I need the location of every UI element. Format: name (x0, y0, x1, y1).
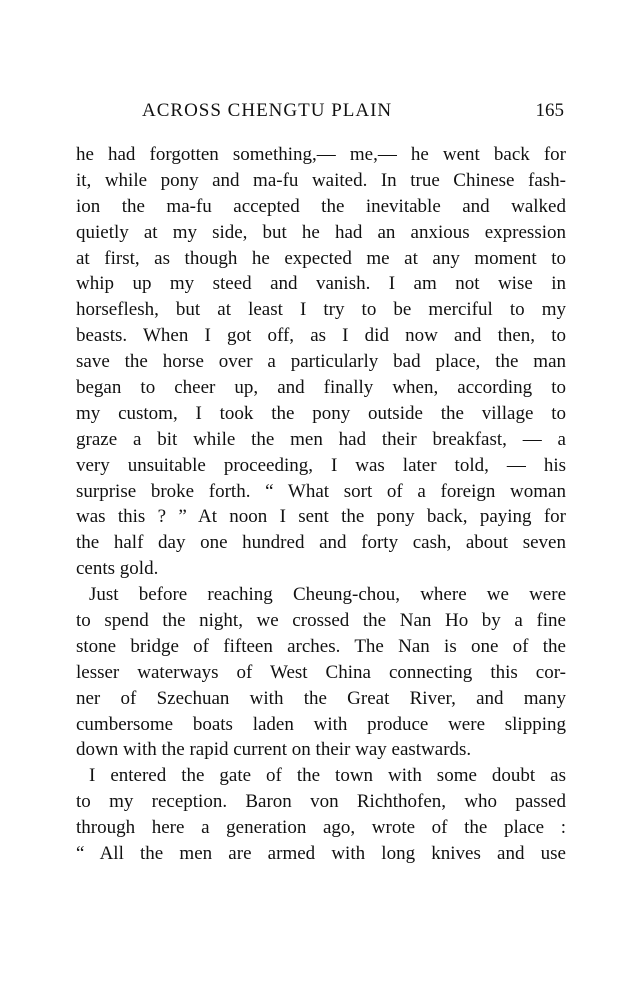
text-line: it, while pony and ma-fu waited. In true Chinese fash- (76, 169, 566, 191)
text-line: Just before reaching Cheung-chou, where we were (89, 584, 566, 606)
text-line: cumbersome boats laden with produce were slipping (76, 713, 566, 735)
text-line: lesser waterways of West China connecting this cor- (76, 661, 566, 683)
text-line: whip up my steed and vanish. I am not wise in (76, 273, 566, 295)
text-line: ion the ma-fu accepted the inevitable and walked (76, 195, 566, 217)
text-line: through here a generation ago, wrote of the place : (76, 817, 566, 839)
text-line: my custom, I took the pony outside the village to (76, 402, 566, 424)
text-line: surprise broke forth. “ What sort of a foreign woman (76, 480, 566, 502)
text-line: was this ? ” At noon I sent the pony back, paying for (76, 506, 566, 528)
text-line: very unsuitable proceeding, I was later told, — his (76, 454, 566, 476)
paragraph (76, 142, 566, 582)
page-number: 165 (535, 100, 564, 121)
text-line: graze a bit while the men had their breakfast, — a (76, 428, 566, 450)
text-line: quietly at my side, but he had an anxious expression (76, 221, 566, 243)
text-line: stone bridge of fifteen arches. The Nan is one of the (76, 635, 566, 657)
text-line: cents gold. (76, 558, 159, 580)
text-line: to spend the night, we crossed the Nan Ho by a fine (76, 610, 566, 632)
text-line: beasts. When I got off, as I did now and then, to (76, 325, 566, 347)
running-title: ACROSS CHENGTU PLAIN (142, 100, 393, 121)
text-line: horseflesh, but at least I try to be merciful to my (76, 299, 566, 321)
text-line: at first, as though he expected me at any moment to (76, 247, 566, 269)
running-header (76, 100, 566, 126)
text-line: I entered the gate of the town with some doubt as (89, 765, 566, 787)
text-line: “ All the men are armed with long knives and use (76, 843, 566, 865)
paragraph (76, 582, 566, 763)
text-line: he had forgotten something,— me,— he went back for (76, 144, 566, 165)
text-line: save the horse over a particularly bad place, the man (76, 351, 566, 373)
text-line: the half day one hundred and forty cash, about seven (76, 532, 566, 554)
text-line: down with the rapid current on their way eastwards. (76, 739, 472, 761)
page-body (76, 142, 566, 867)
text-line: ner of Szechuan with the Great River, and many (76, 687, 566, 709)
text-line: to my reception. Baron von Richthofen, who passed (76, 791, 566, 813)
paragraph (76, 763, 566, 867)
text-line: began to cheer up, and finally when, according to (76, 377, 566, 399)
